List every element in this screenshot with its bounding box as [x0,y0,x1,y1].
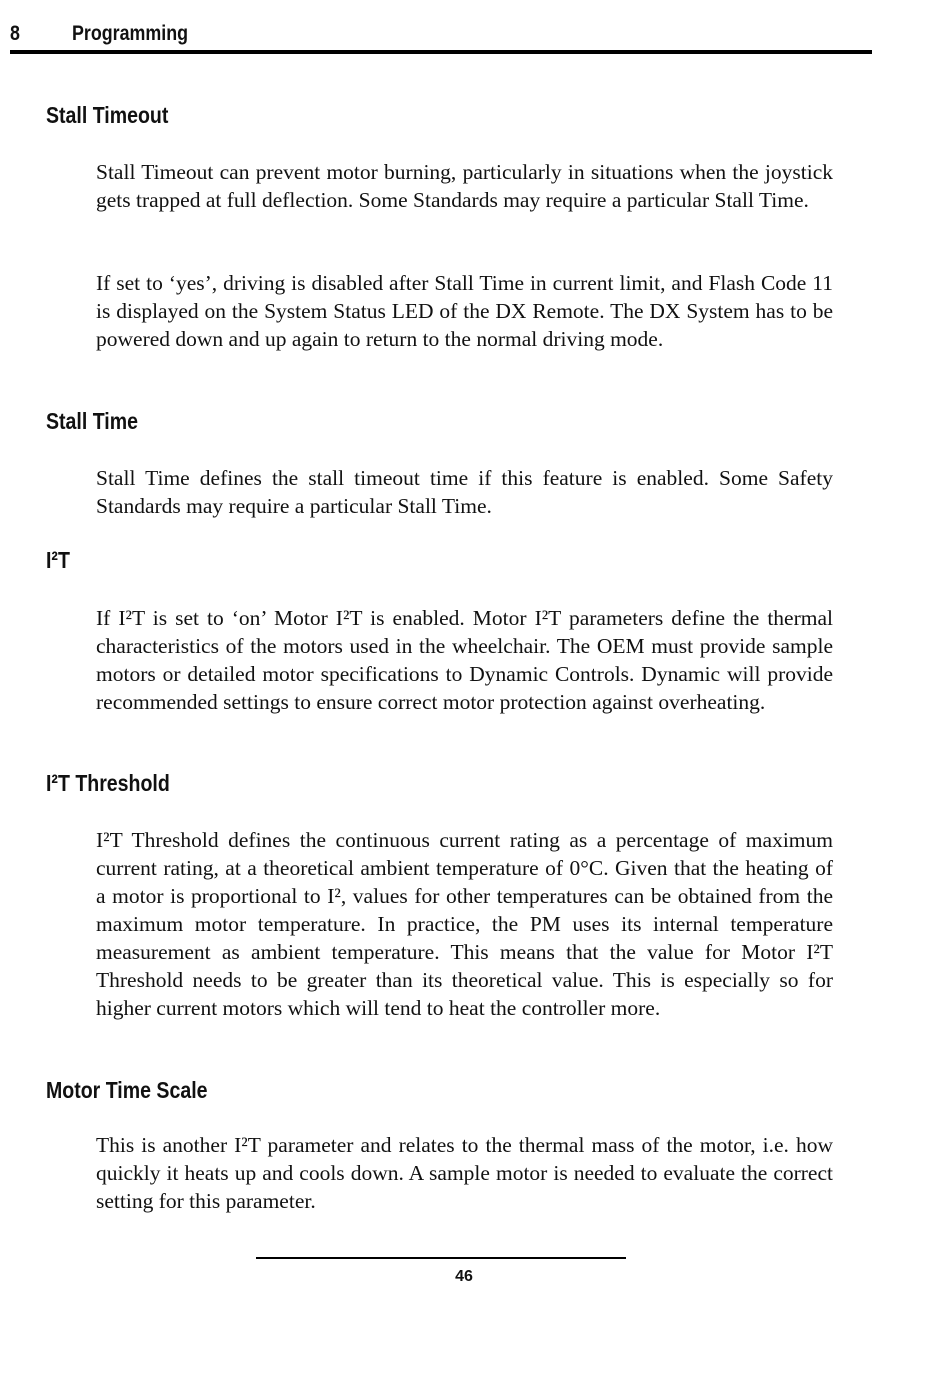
page-number: 46 [455,1268,473,1285]
page-header [10,20,872,54]
section-heading-stall-timeout: Stall Timeout [46,102,169,128]
section-heading-motor-time-scale: Motor Time Scale [46,1077,208,1103]
chapter-title: Programming [72,22,189,45]
section-heading-i2t: I²T [46,547,70,573]
paragraph-stall-timeout-2: If set to ‘yes’, driving is disabled after Stall Time in current limit, and Flash Code 11 is displayed on the System Status LED of the DX Remote. The DX System has to be powered down and up again to return to the normal driving mode. [96,271,833,351]
footer-rule [256,1257,626,1259]
paragraph-i2t-threshold: I²T Threshold defines the continuous current rating as a percentage of maximum current rating, at a theoretical ambient temperature of 0°C. Given that the heating of a motor is proportional to I², values for other temperatures can be obtained from the maximum motor temperature. In practice, the PM uses its internal temperature measurement as ambient temperature. This means that the value for Motor I²T Threshold needs to be greater than its theoretical value. This is especially so for higher current motors which will tend to heat the controller more. [96,828,833,1020]
section-heading-i2t-threshold: I²T Threshold [46,770,170,796]
paragraph-motor-time-scale: This is another I²T parameter and relates to the thermal mass of the motor, i.e. how quickly it heats up and cools down. A sample motor is needed to evaluate the correct setting for this parameter. [96,1133,833,1213]
section-heading-stall-time: Stall Time [46,408,138,434]
paragraph-stall-time: Stall Time defines the stall timeout time if this feature is enabled. Some Safety Standards may require a particular Stall Time. [96,466,833,518]
paragraph-stall-timeout-1: Stall Timeout can prevent motor burning, particularly in situations when the joystick gets trapped at full deflection. Some Standards may require a particular Stall Time. [96,160,833,212]
chapter-number: 8 [10,22,20,45]
paragraph-i2t: If I²T is set to ‘on’ Motor I²T is enabled. Motor I²T parameters define the thermal characteristics of the motors used in the wheelchair. The OEM must provide sample motors or detailed motor specifications to Dynamic Controls. Dynamic will provide recommended settings to ensure correct motor protection against overheating. [96,606,833,714]
